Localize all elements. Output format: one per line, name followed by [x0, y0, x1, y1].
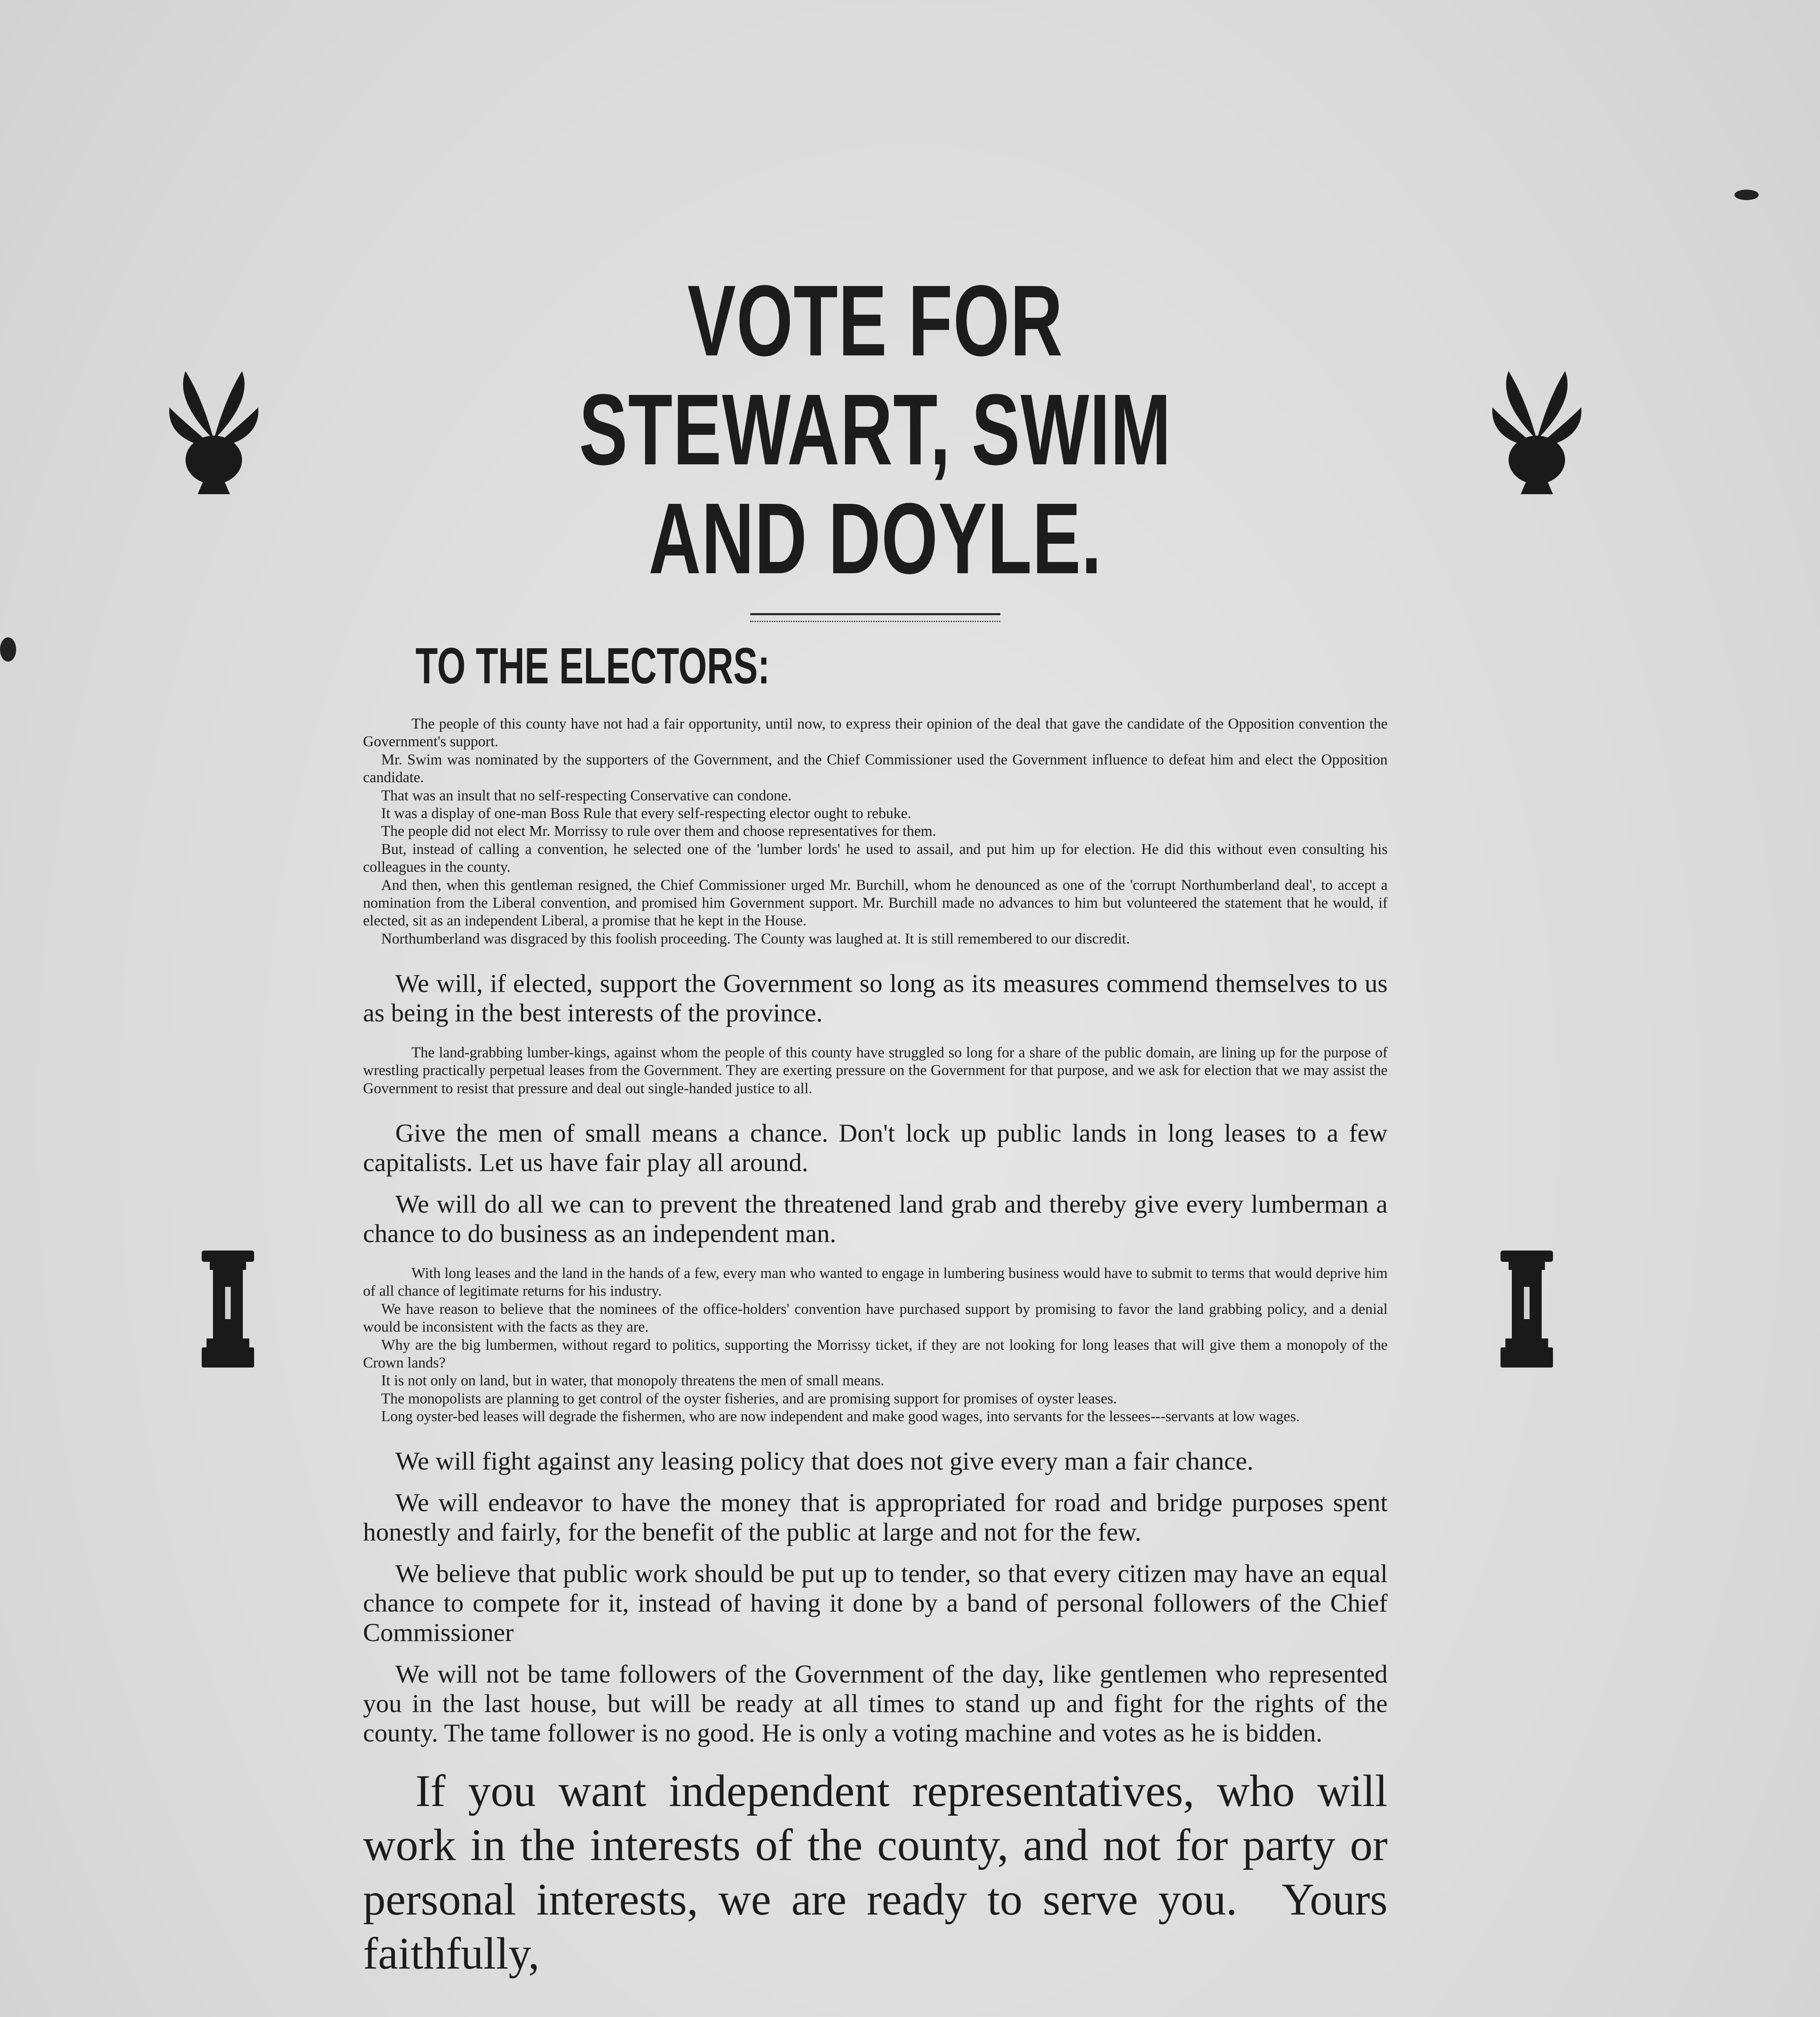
paragraph: Long oyster-bed leases will degrade the fishermen, who are now independent and make good wages, into servants for the lessees---servants at low wages. [381, 1408, 1300, 1425]
pledge: We believe that public work should be put up to tender, so that every citizen may have an equal chance to compete for it, instead of having it done by a band of personal followers of the Chief Commissioner [363, 1559, 1388, 1647]
section-monopoly [363, 1265, 1388, 1426]
headline-line-2: AND DOYLE. [648, 482, 1102, 595]
top-left-leaf-ornament-icon [165, 367, 262, 496]
section-land-grab [363, 1044, 1388, 1098]
closing-text: If you want independent representatives, who will work in the interests of the county, and not for party or personal interests, we are ready to serve you. [363, 1766, 1388, 1925]
decorative-rule [750, 613, 1000, 622]
paragraph: We have reason to believe that the nominees of the office-holders' convention have purchased support by promising to favor the land grabbing policy, and a denial would be inconsistent with the facts as they are. [363, 1301, 1388, 1336]
sign-off: Yours faithfully, [363, 1874, 1388, 1979]
paragraph: But, instead of calling a convention, he selected one of the 'lumber lords' he used to assail, and put him up for election. He did this without even consulting his colleagues in the county. [363, 841, 1388, 876]
ink-speck [1734, 190, 1759, 200]
headline [507, 266, 1244, 593]
paragraph: Northumberland was disgraced by this foolish proceeding. The County was laughed at. It is still remembered to our discredit. [381, 930, 1130, 947]
pledge-block-1 [363, 969, 1388, 1028]
paragraph: It is not only on land, but in water, that monopoly threatens the men of small means. [381, 1372, 885, 1389]
paragraph: That was an insult that no self-respecting Conservative can condone. [381, 787, 792, 804]
paragraph: The monopolists are planning to get control of the oyster fisheries, and are promising support for promises of oyster leases. [381, 1390, 1117, 1407]
right-pillar-ornament-icon [1496, 1251, 1557, 1368]
pledge: We will do all we can to prevent the threatened land grab and thereby give every lumberman a chance to do business as an independent man. [363, 1190, 1388, 1248]
pledge: Give the men of small means a chance. Don't lock up public lands in long leases to a few capitalists. Let us have fair play all around. [363, 1119, 1388, 1177]
paragraph: The people did not elect Mr. Morrissy to rule over them and choose representatives for them. [381, 823, 936, 840]
paragraph: With long leases and the land in the hands of a few, every man who wanted to engage in lumbering business would have to submit to terms that would deprive him of all chance of legitimate returns for his industry. [363, 1265, 1388, 1300]
top-right-leaf-ornament-icon [1488, 367, 1585, 496]
pledge: We will endeavor to have the money that is appropriated for road and bridge purposes spent honestly and fairly, for the benefit of the public at large and not for the few. [363, 1488, 1388, 1547]
ink-speck [0, 637, 16, 662]
closing-statement [363, 1764, 1388, 1981]
paragraph: Mr. Swim was nominated by the supporters of the Government, and the Chief Commissioner used the Government influence to defeat him and elect the Opposition candidate. [363, 751, 1388, 786]
headline-line-1: VOTE FOR STEWART, SWIM [579, 264, 1172, 486]
pledge: We will fight against any leasing policy that does not give every man a fair chance. [395, 1447, 1254, 1476]
poster-content [363, 266, 1388, 2017]
paragraph: Why are the big lumbermen, without regard to politics, supporting the Morrissy ticket, if they are not looking for long leases that will give them a monopoly of the Crown lands? [363, 1336, 1388, 1371]
section-opposition-deal [363, 715, 1388, 948]
pledge-block-3 [363, 1447, 1388, 1748]
paragraph: It was a display of one-man Boss Rule that every self-respecting elector ought to rebuke. [381, 805, 912, 822]
pledge: We will, if elected, support the Government so long as its measures commend themselves to us as being in the best interests of the province. [363, 969, 1388, 1027]
salutation: TO THE ELECTORS: [415, 637, 770, 694]
paragraph: And then, when this gentleman resigned, the Chief Commissioner urged Mr. Burchill, whom he denounced as one of the 'corrupt Northumberland deal', to accept a nomination from the Liberal convention, and promised him Government support. Mr. Burchill made no advances to him but volunteered the statement that he would, if elected, sit as an independent Liberal, a promise that he kept in the House. [363, 877, 1388, 929]
paragraph: The land-grabbing lumber-kings, against whom the people of this county have struggled so long for a share of the public domain, are lining up for the purpose of wrestling practically perpetual leases from the Government. They are exerting pressure on the Government for that purpose, and we ask for election that we may assist the Government to resist that pressure and deal out single-handed justice to all. [363, 1044, 1388, 1097]
paragraph: The people of this county have not had a fair opportunity, until now, to express their opinion of the deal that gave the candidate of the Opposition convention the Government's support. [363, 716, 1388, 750]
left-pillar-ornament-icon [198, 1251, 258, 1368]
pledge-block-2 [363, 1119, 1388, 1249]
pledge: We will not be tame followers of the Government of the day, like gentlemen who represented you in the last house, but will be ready at all times to stand up and fight for the rights of the county. The tame follower is no good. He is only a voting machine and votes as he is bidden. [363, 1660, 1388, 1748]
